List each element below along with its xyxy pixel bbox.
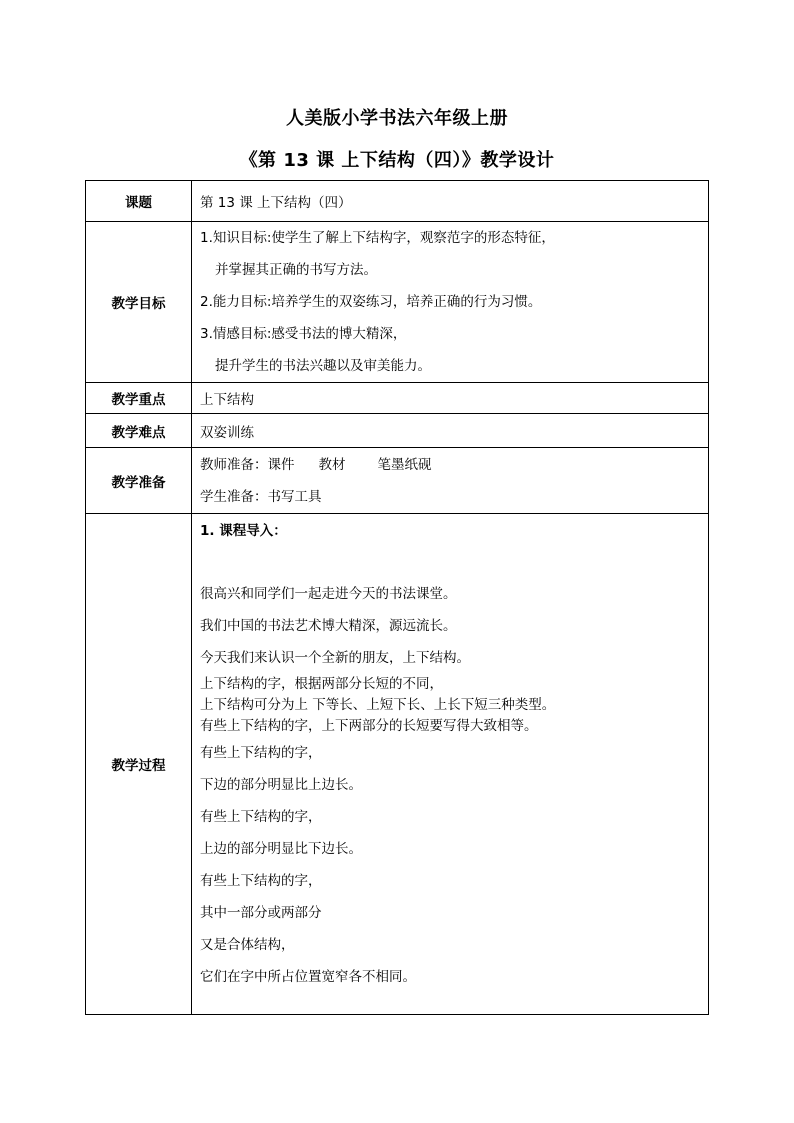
objective-line: 2.能力目标:培养学生的双姿练习，培养正确的行为习惯。 <box>200 294 542 310</box>
label-key-point: 教学重点 <box>86 383 192 414</box>
process-line: 下边的部分明显比上边长。 <box>200 777 362 793</box>
process-line: 又是合体结构， <box>200 937 295 953</box>
lesson-plan-table <box>85 180 709 1015</box>
document-title: 人美版小学书法六年级上册 <box>286 108 508 129</box>
student-preparation: 学生准备：书写工具 <box>200 488 322 505</box>
teacher-preparation <box>200 449 700 481</box>
value-difficulty: 双姿训练 <box>192 414 709 448</box>
process-line: 其中一部分或两部分 <box>200 905 322 921</box>
teacher-prep-prefix: 教师准备： <box>200 456 268 473</box>
process-line: 今天我们来认识一个全新的朋友，上下结构。 <box>200 650 470 666</box>
row-objectives <box>86 222 709 383</box>
label-topic: 课题 <box>86 181 192 222</box>
process-line: 上下结构可分为上 下等长、上短下长、上长下短三种类型。 <box>200 697 556 713</box>
value-process <box>192 514 709 1015</box>
teacher-prep-item: 课件 <box>267 456 295 473</box>
objective-line: 提升学生的书法兴趣以及审美能力。 <box>215 358 431 374</box>
process-line: 有些上下结构的字， <box>200 809 322 825</box>
value-key-point: 上下结构 <box>192 383 709 414</box>
value-topic: 第 13 课 上下结构（四） <box>192 181 709 222</box>
process-line: 它们在字中所占位置宽窄各不相同。 <box>200 969 416 985</box>
label-difficulty: 教学难点 <box>86 414 192 448</box>
value-preparation <box>192 448 709 514</box>
process-line: 有些上下结构的字， <box>200 745 322 761</box>
objective-line: 并掌握其正确的书写方法。 <box>215 262 377 278</box>
row-topic <box>86 181 709 222</box>
label-objectives: 教学目标 <box>86 222 192 383</box>
process-line: 很高兴和同学们一起走进今天的书法课堂。 <box>200 586 457 602</box>
teacher-prep-item: 笔墨纸砚 <box>377 456 432 473</box>
row-process <box>86 514 709 1015</box>
value-objectives <box>192 222 709 383</box>
row-difficulty <box>86 414 709 448</box>
label-preparation: 教学准备 <box>86 448 192 514</box>
process-heading: 1. 课程导入： <box>200 523 287 539</box>
process-line: 有些上下结构的字，上下两部分的长短要写得大致相等。 <box>200 718 538 734</box>
process-line: 上下结构的字，根据两部分长短的不同， <box>200 676 443 692</box>
document-subtitle: 《第 13 课 上下结构（四）》教学设计 <box>239 150 555 171</box>
row-preparation <box>86 448 709 514</box>
process-line: 有些上下结构的字， <box>200 873 322 889</box>
row-key-point <box>86 383 709 414</box>
teacher-prep-item: 教材 <box>318 456 346 473</box>
process-line: 上边的部分明显比下边长。 <box>200 841 362 857</box>
process-line: 我们中国的书法艺术博大精深，源远流长。 <box>200 618 457 634</box>
objective-line: 1.知识目标:使学生了解上下结构字，观察范字的形态特征， <box>200 230 555 246</box>
objective-line: 3.情感目标:感受书法的博大精深， <box>200 326 407 342</box>
label-process: 教学过程 <box>86 514 192 1015</box>
